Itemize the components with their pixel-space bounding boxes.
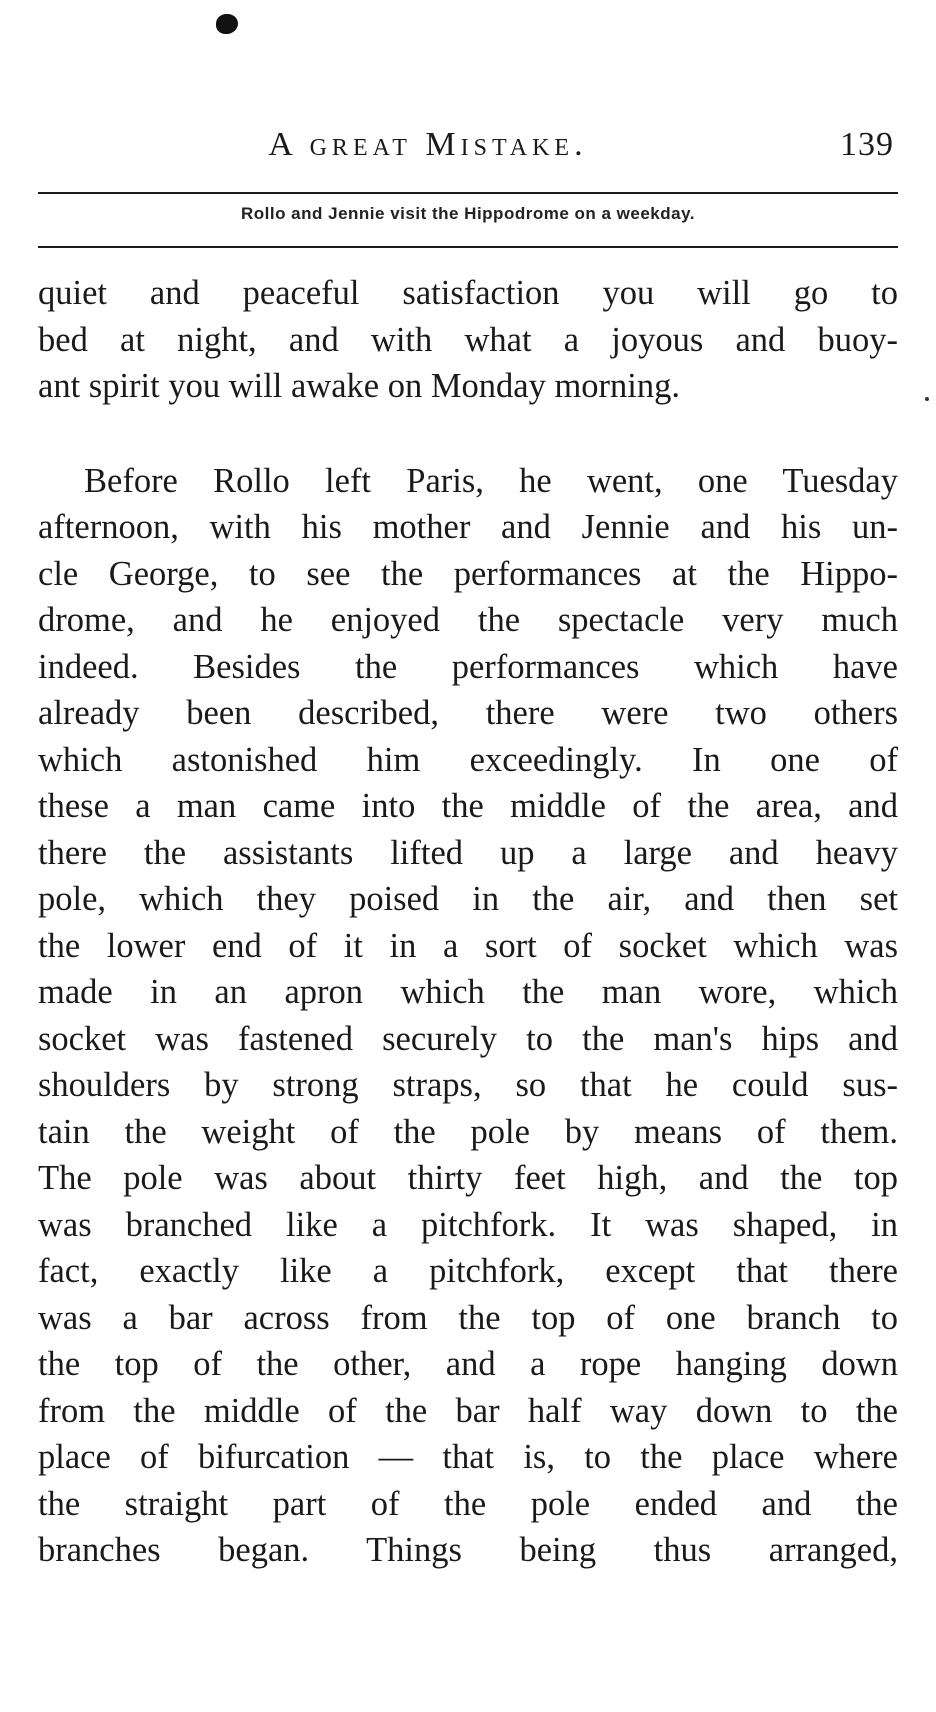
text-line: quiet and peaceful satisfaction you will go to [38, 274, 898, 312]
text-line: socket was fastened securely to the man's hips and [38, 1019, 898, 1058]
paragraph-2 [38, 458, 898, 1574]
page-header [38, 126, 898, 176]
text-line: the top of the other, and a rope hanging down [38, 1345, 898, 1383]
text-line: there the assistants lifted up a large and heavy [38, 833, 898, 872]
paragraph-1 [38, 270, 898, 410]
text-line: tain the weight of the pole by means of them. [38, 1112, 898, 1151]
text-line: these a man came into the middle of the area, and [38, 787, 898, 825]
text-line: fact, exactly like a pitchfork, except that there [38, 1252, 898, 1290]
text-line: was a bar across from the top of one branch to [38, 1298, 898, 1337]
text-line: made in an apron which the man wore, which [38, 973, 898, 1011]
text-line: the straight part of the pole ended and the [38, 1484, 898, 1523]
page-number: 139 [840, 126, 894, 163]
text-line: was branched like a pitchfork. It was shaped, in [38, 1205, 898, 1244]
text-line: from the middle of the bar half way down to the [38, 1391, 898, 1430]
text-line: cle George, to see the performances at the Hippo- [38, 554, 898, 593]
text-line: branches began. Things being thus arranged, [38, 1531, 898, 1569]
text-line: pole, which they poised in the air, and then set [38, 880, 898, 918]
body-text [38, 270, 898, 1574]
text-line: Before Rollo left Paris, he went, one Tuesday [84, 461, 898, 500]
text-line: shoulders by strong straps, so that he could sus- [38, 1066, 898, 1104]
text-line: which astonished him exceedingly. In one of [38, 740, 898, 779]
text-line: indeed. Besides the performances which have [38, 647, 898, 686]
chapter-subheading: Rollo and Jennie visit the Hippodrome on a weekday. [240, 204, 696, 223]
text-line: The pole was about thirty feet high, and the top [38, 1159, 898, 1197]
text-line: drome, and he enjoyed the spectacle very much [38, 601, 898, 639]
text-line: already been described, there were two others [38, 694, 898, 732]
text-line: bed at night, and with what a joyous and buoy- [38, 320, 898, 359]
text-line: the lower end of it in a sort of socket which was [38, 926, 898, 965]
stray-ink-dot [925, 397, 929, 401]
running-title: A great Mistake. [268, 126, 588, 163]
text-line: ant spirit you will awake on Monday morning. [38, 367, 680, 405]
text-line: place of bifurcation — that is, to the place where [38, 1438, 898, 1476]
header-rule-bottom [38, 246, 898, 248]
ink-blot-mark [216, 14, 238, 34]
header-rule-top [38, 192, 898, 194]
text-line: afternoon, with his mother and Jennie and his un- [38, 508, 898, 546]
paragraph-gap [38, 410, 898, 458]
